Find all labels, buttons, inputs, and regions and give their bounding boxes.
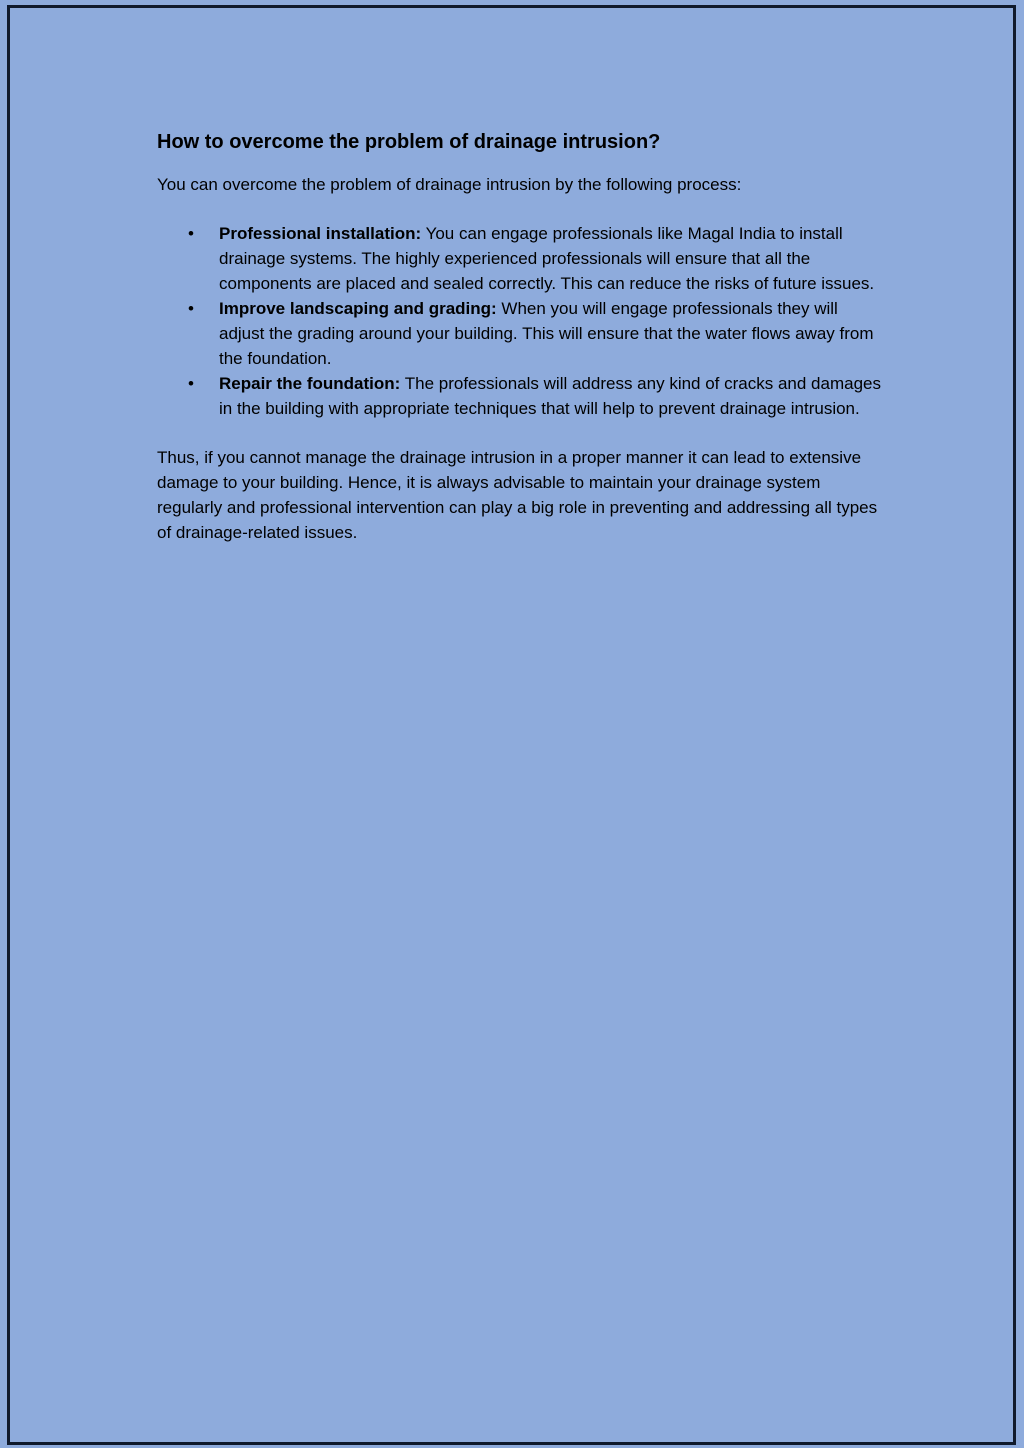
conclusion-paragraph: Thus, if you cannot manage the drainage intrusion in a proper manner it can lead to extensive damage to your building. Hence, it is always advisable to maintain your drainage system regularly and professional intervention can play a big role in preventing and addressing all types of drainage-related issues. [157, 448, 878, 542]
bullet-list [157, 221, 887, 421]
bullet-icon: • [188, 224, 194, 243]
list-item [188, 221, 887, 296]
intro-paragraph: You can overcome the problem of drainage intrusion by the following process: [157, 175, 742, 194]
bullet-label: Improve landscaping and grading: [219, 299, 497, 318]
bullet-text: The professionals will address any kind of cracks and damages in the building with appropriate techniques that will help to prevent drainage intrusion. [219, 374, 881, 418]
bullet-icon: • [188, 299, 194, 318]
bullet-text: You can engage professionals like Magal India to install drainage systems. The highly experienced professionals will ensure that all the components are placed and sealed correctly. This can reduce the risks of future issues. [219, 224, 875, 293]
bullet-label: Repair the foundation: [219, 374, 401, 393]
list-item [188, 296, 887, 371]
document-heading: How to overcome the problem of drainage intrusion? [157, 131, 661, 153]
bullet-icon: • [188, 374, 194, 393]
document-page [7, 5, 1016, 1445]
list-item [188, 371, 887, 421]
bullet-text: When you will engage professionals they will adjust the grading around your building. This will ensure that the water flows away from the foundation. [219, 299, 874, 368]
bullet-label: Professional installation: [219, 224, 422, 243]
document-content [157, 128, 887, 545]
